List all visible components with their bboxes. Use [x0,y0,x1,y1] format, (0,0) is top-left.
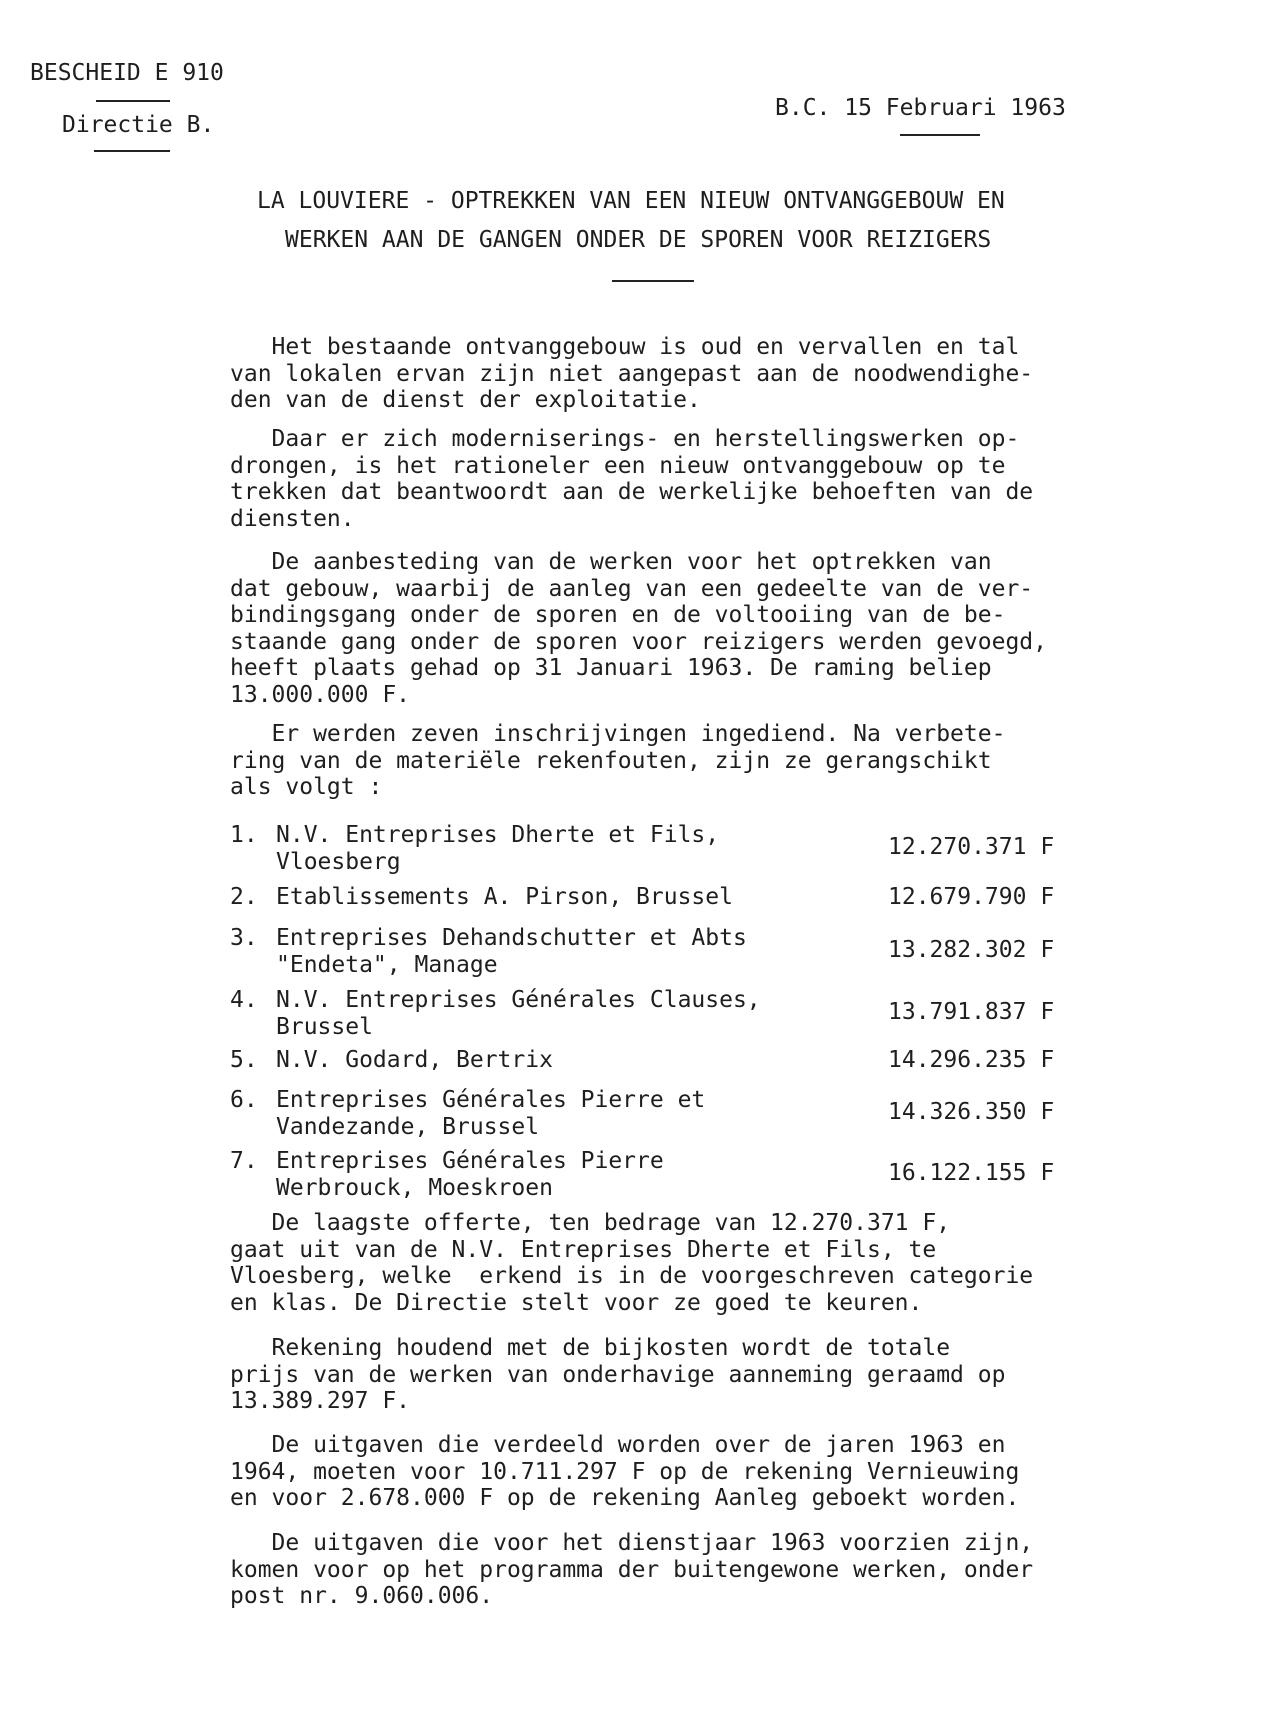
closing-paragraph-3 [230,1432,1130,1512]
directorate: Directie B. [62,112,215,138]
paragraph-line: Het bestaande ontvanggebouw is oud en vervallen en tal [230,334,1020,360]
bidder-name-line: Werbrouck, Moeskroen [276,1175,553,1201]
document-title-line-1: LA LOUVIERE - OPTREKKEN VAN EEN NIEUW ONTVANGGEBOUW EN [257,188,1005,214]
document-title-line-2: WERKEN AAN DE GANGEN ONDER DE SPOREN VOOR REIZIGERS [285,227,992,253]
closing-paragraph-4 [230,1530,1130,1610]
bidder-name-line: Vandezande, Brussel [276,1114,540,1140]
paragraph-line: De aanbesteding van de werken voor het optrekken van [230,549,992,575]
closing-paragraph-2 [230,1335,1130,1415]
bidder-name [276,822,719,876]
date-underline [900,134,980,136]
paragraph-line: ring van de materiële rekenfouten, zijn ze gerangschikt [230,747,992,774]
paragraph-line: post nr. 9.060.006. [230,1583,494,1609]
bidder-name [276,1148,664,1202]
paragraph-line: Vloesberg, welke erkend is in de voorgeschreven categorie [230,1263,1034,1289]
bid-rank: 4. [230,987,258,1013]
closing-paragraph-1 [230,1210,1130,1316]
paragraph-line: drongen, is het rationeler een nieuw ontvanggebouw op te [230,452,1006,479]
bidder-name-line: Vloesberg [276,849,401,875]
bidder-name [276,884,733,911]
paragraph-line: De uitgaven die verdeeld worden over de jaren 1963 en [230,1432,1006,1458]
bid-amount: 14.326.350 F [888,1099,1055,1125]
paragraph-line: 1964, moeten voor 10.711.297 F op de rekening Vernieuwing [230,1458,1020,1485]
bidder-name-line: Entreprises Dehandschutter et Abts [276,925,747,951]
reference-underline [96,100,170,102]
paragraph-line: van lokalen ervan zijn niet aangepast aan de noodwendighe- [230,360,1034,387]
place-date: B.C. 15 Februari 1963 [775,95,1066,121]
paragraph-line: en voor 2.678.000 F op de rekening Aanleg geboekt worden. [230,1485,1020,1511]
paragraph-line: De uitgaven die voor het dienstjaar 1963 voorzien zijn, [230,1530,1034,1556]
title-underline [612,280,694,282]
paragraph-line: bindingsgang onder de sporen en de voltooiing van de be- [230,602,1006,628]
paragraph-line: De laagste offerte, ten bedrage van 12.270.371 F, [230,1210,951,1236]
intro-paragraph-1 [230,334,1130,414]
paragraph-line: als volgt : [230,774,383,800]
bidder-name-line: Brussel [276,1014,373,1040]
bidder-name-line: Entreprises Générales Pierre et [276,1087,706,1113]
bidder-name-line: "Endeta", Manage [276,952,498,978]
intro-paragraph-2 [230,426,1130,532]
bid-rank: 3. [230,925,258,951]
directorate-underline [94,150,170,152]
bid-amount: 13.282.302 F [888,937,1055,963]
paragraph-line: Rekening houdend met de bijkosten wordt de totale [230,1335,951,1361]
bidder-name-line: Etablissements A. Pirson, Brussel [276,884,733,910]
paragraph-line: trekken dat beantwoordt aan de werkelijke behoeften van de [230,479,1034,505]
bidder-name [276,1047,553,1074]
bid-rank: 2. [230,884,258,910]
paragraph-line: Er werden zeven inschrijvingen ingediend. Na verbete- [230,721,1006,747]
paragraph-line: komen voor op het programma der buitengewone werken, onder [230,1556,1034,1583]
bid-amount: 12.679.790 F [888,884,1055,910]
bid-amount: 12.270.371 F [888,834,1055,860]
paragraph-line: 13.000.000 F. [230,681,411,708]
paragraph-line: prijs van de werken van onderhavige aanneming geraamd op [230,1361,1006,1388]
paragraph-line: gaat uit van de N.V. Entreprises Dherte et Fils, te [230,1236,937,1263]
paragraph-line: Daar er zich moderniserings- en herstellingswerken op- [230,426,1020,452]
bid-rank: 5. [230,1047,258,1073]
paragraph-line: en klas. De Directie stelt voor ze goed te keuren. [230,1289,923,1316]
paragraph-line: 13.389.297 F. [230,1388,411,1414]
bidder-name-line: N.V. Godard, Bertrix [276,1047,553,1073]
paragraph-line: heeft plaats gehad op 31 Januari 1963. De raming beliep [230,655,992,681]
bid-amount: 14.296.235 F [888,1047,1055,1073]
bidder-name-line: N.V. Entreprises Dherte et Fils, [276,822,720,848]
intro-paragraph-3 [230,549,1130,708]
bid-rank: 1. [230,822,258,848]
bidder-name [276,925,747,979]
bid-amount: 16.122.155 F [888,1160,1055,1186]
bid-rank: 7. [230,1148,258,1174]
paragraph-line: staande gang onder de sporen voor reizigers werden gevoegd, [230,628,1047,655]
bid-rank: 6. [230,1087,258,1113]
intro-paragraph-4 [230,721,1130,801]
bidder-name-line: N.V. Entreprises Générales Clauses, [276,987,761,1013]
paragraph-line: dat gebouw, waarbij de aanleg van een gedeelte van de ver- [230,575,1034,602]
bidder-name [276,1087,705,1141]
bidder-name-line: Entreprises Générales Pierre [276,1148,664,1174]
paragraph-line: den van de dienst der exploitatie. [230,387,701,413]
bidder-name [276,987,761,1041]
bid-amount: 13.791.837 F [888,999,1055,1025]
paragraph-line: diensten. [230,505,355,532]
reference-number: BESCHEID E 910 [30,60,224,86]
